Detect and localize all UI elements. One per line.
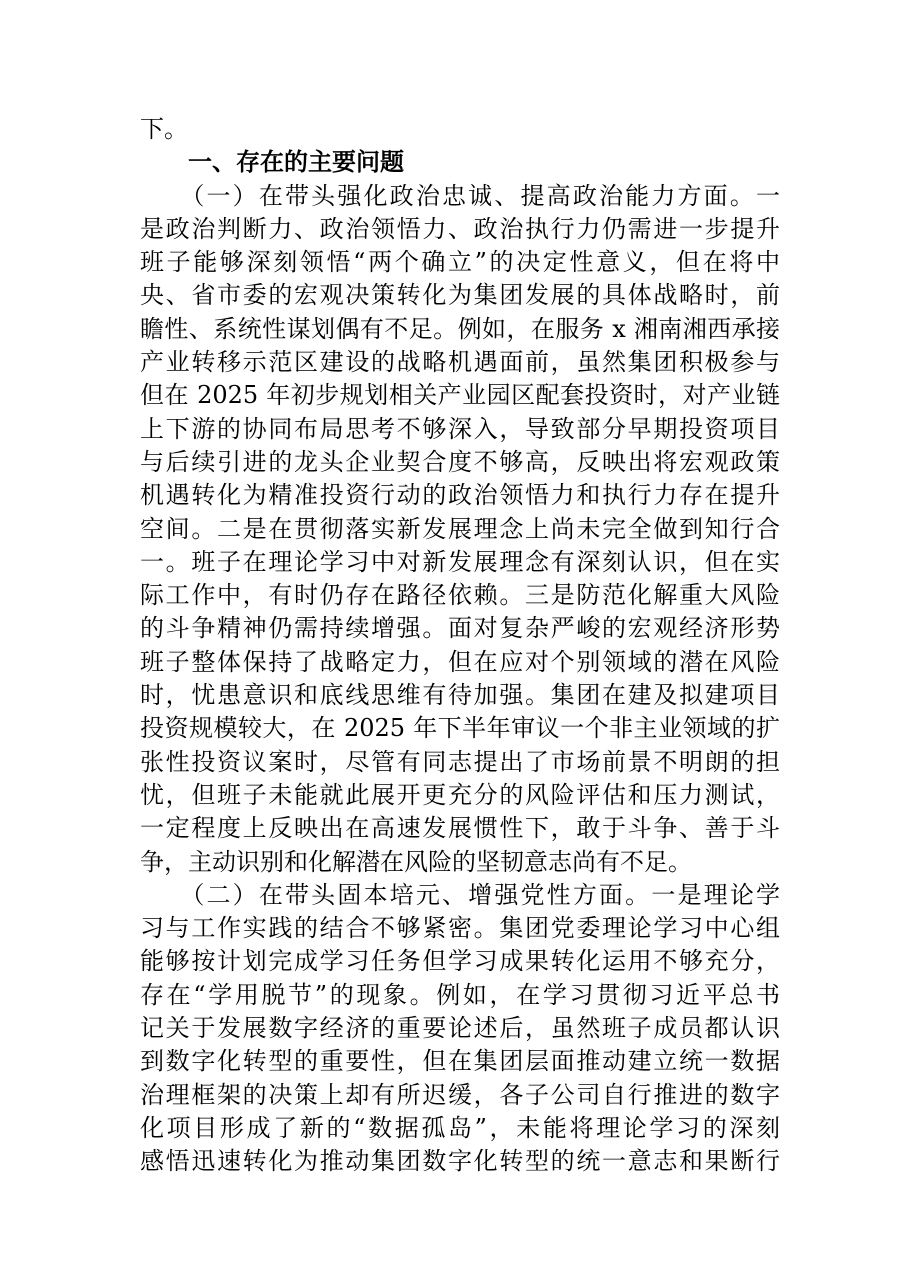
text-line: 张性投资议案时，尽管有同志提出了市场前景不明朗的担: [140, 747, 780, 776]
text-line: 是政治判断力、政治领悟力、政治执行力仍需进一步提升: [140, 214, 780, 243]
text-line: 时，忧患意识和底线思维有待加强。集团在建及拟建项目: [140, 681, 780, 710]
text-line: 下。: [140, 115, 188, 143]
text-line: 上下游的协同布局思考不够深入，导致部分早期投资项目: [140, 414, 780, 443]
text-line: 央、省市委的宏观决策转化为集团发展的具体战略时，前: [140, 281, 780, 310]
text-line: 习与工作实践的结合不够紧密。集团党委理论学习中心组: [140, 914, 780, 943]
text-line: 治理框架的决策上却有所迟缓，各子公司自行推进的数字: [140, 1080, 780, 1109]
text-line: 瞻性、系统性谋划偶有不足。例如，在服务 x 湘南湘西承接: [140, 314, 780, 343]
text-line: （二）在带头固本培元、增强党性方面。一是理论学: [140, 880, 780, 909]
text-line: 空间。二是在贯彻落实新发展理念上尚未完全做到知行合: [140, 514, 780, 543]
text-line: 的斗争精神仍需持续增强。面对复杂严峻的宏观经济形势: [140, 614, 780, 643]
text-line: 到数字化转型的重要性，但在集团层面推动建立统一数据: [140, 1047, 780, 1076]
document-body: [140, 113, 780, 1179]
text-line: 一。班子在理论学习中对新发展理念有深刻认识，但在实: [140, 547, 780, 576]
text-line: 忧，但班子未能就此展开更充分的风险评估和压力测试，: [140, 780, 780, 809]
text-line: 班子整体保持了战略定力，但在应对个别领域的潜在风险: [140, 647, 780, 676]
text-line: 机遇转化为精准投资行动的政治领悟力和执行力存在提升: [140, 481, 780, 510]
text-line: 争，主动识别和化解潜在风险的坚韧意志尚有不足。: [140, 847, 692, 876]
text-line: 记关于发展数字经济的重要论述后，虽然班子成员都认识: [140, 1014, 780, 1043]
text-line: 与后续引进的龙头企业契合度不够高，反映出将宏观政策: [140, 447, 780, 476]
text-line: 际工作中，有时仍存在路径依赖。三是防范化解重大风险: [140, 581, 780, 610]
text-line: （一）在带头强化政治忠诚、提高政治能力方面。一: [140, 181, 780, 210]
text-line: 化项目形成了新的“数据孤岛”，未能将理论学习的深刻: [140, 1113, 780, 1142]
text-line: 投资规模较大，在 2025 年下半年审议一个非主业领域的扩: [140, 714, 780, 743]
section-heading: 一、存在的主要问题: [140, 148, 404, 177]
text-line: 产业转移示范区建设的战略机遇面前，虽然集团积极参与: [140, 348, 780, 377]
text-line: 班子能够深刻领悟“两个确立”的决定性意义，但在将中: [140, 248, 780, 277]
text-line: 存在“学用脱节”的现象。例如，在学习贯彻习近平总书: [140, 980, 780, 1009]
text-line: 但在 2025 年初步规划相关产业园区配套投资时，对产业链: [140, 381, 780, 410]
text-line: 一定程度上反映出在高速发展惯性下，敢于斗争、善于斗: [140, 814, 780, 843]
text-line: 能够按计划完成学习任务但学习成果转化运用不够充分，: [140, 947, 780, 976]
text-line: 感悟迅速转化为推动集团数字化转型的统一意志和果断行: [140, 1147, 780, 1176]
